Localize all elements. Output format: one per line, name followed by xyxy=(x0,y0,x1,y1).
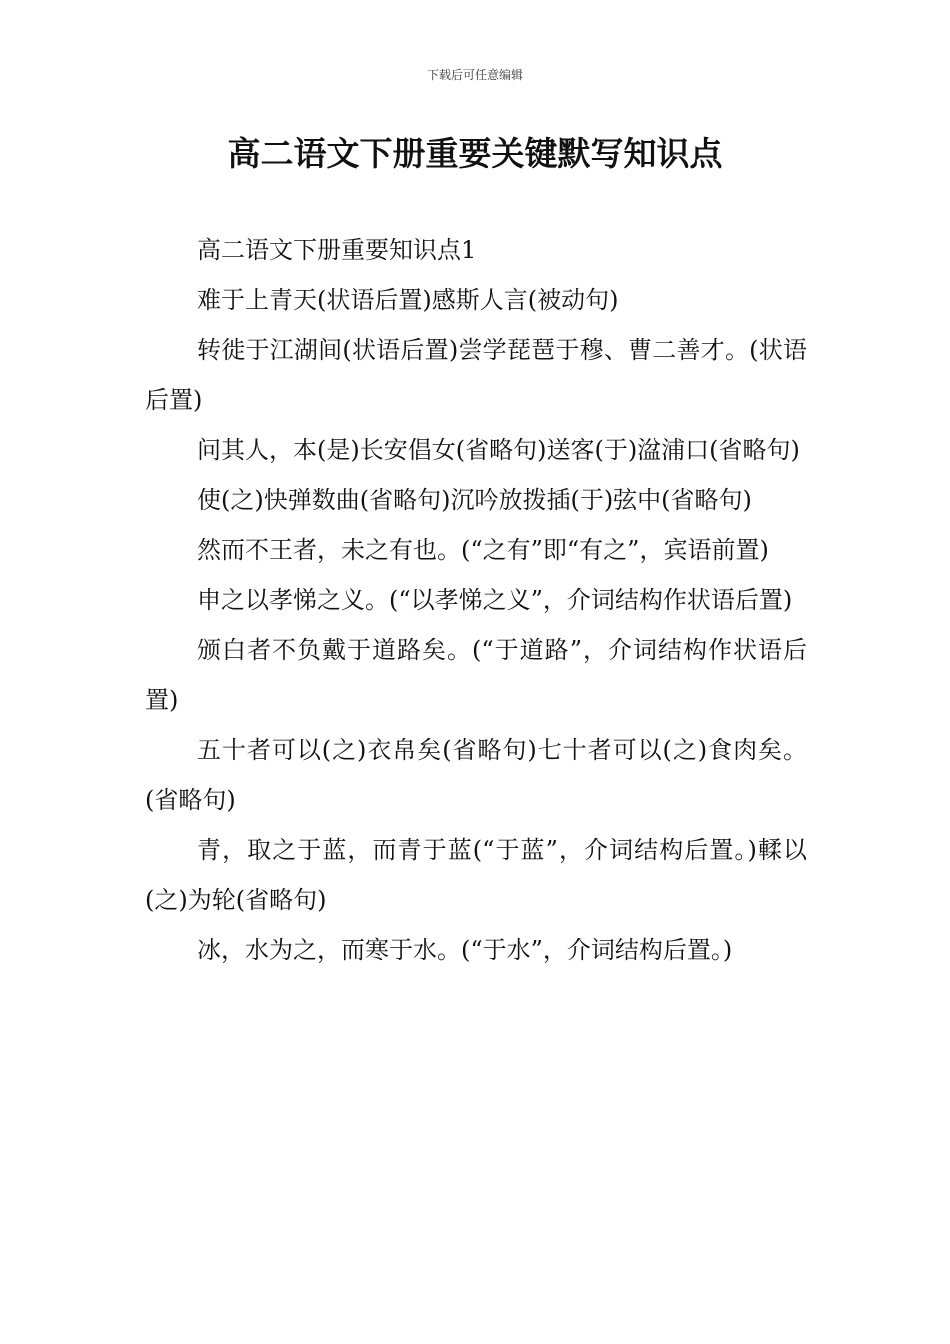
paragraph: 冰，水为之，而寒于水。(“于水”，介词结构后置。) xyxy=(197,936,733,964)
paragraph: 申之以孝悌之义。(“以孝悌之义”，介词结构作状语后置) xyxy=(197,586,793,614)
paragraph: 使(之)快弹数曲(省略句)沉吟放拨插(于)弦中(省略句) xyxy=(197,486,752,514)
paragraph: 然而不王者，未之有也。(“之有”即“有之”，宾语前置) xyxy=(197,536,769,564)
paragraph: 高二语文下册重要知识点1 xyxy=(197,236,477,264)
header-note: 下载后可任意编辑 xyxy=(426,68,523,82)
paragraph: 问其人，本(是)长安倡女(省略句)送客(于)湓浦口(省略句) xyxy=(197,436,800,464)
paragraph: 颁白者不负戴于道路矣。(“于道路”，介词结构作状语后置) xyxy=(145,636,807,714)
paragraph: 青，取之于蓝，而青于蓝(“于蓝”，介词结构后置。)輮以(之)为轮(省略句) xyxy=(145,836,807,914)
document-body xyxy=(145,225,807,975)
document-title: 高二语文下册重要关键默写知识点 xyxy=(227,134,723,173)
paragraph: 难于上青天(状语后置)感斯人言(被动句) xyxy=(197,286,619,314)
paragraph: 五十者可以(之)衣帛矣(省略句)七十者可以(之)食肉矣。(省略句) xyxy=(145,736,807,814)
paragraph: 转徙于江湖间(状语后置)尝学琵琶于穆、曹二善才。(状语后置) xyxy=(145,336,807,414)
